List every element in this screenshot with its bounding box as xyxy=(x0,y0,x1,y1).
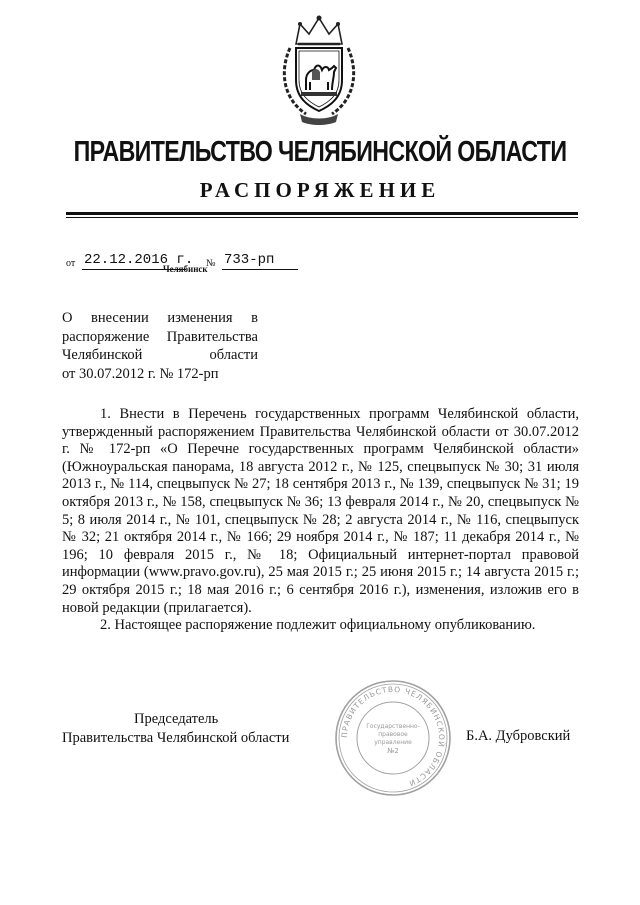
document-body xyxy=(62,406,579,635)
document-type-title: РАСПОРЯЖЕНИЕ xyxy=(199,178,441,202)
round-seal-stamp-icon xyxy=(333,678,453,798)
signatory-title-line1: Председатель xyxy=(134,711,219,727)
seal-ring-text: ПРАВИТЕЛЬСТВО ЧЕЛЯБИНСКОЙ ОБЛАСТИ xyxy=(339,684,447,789)
document-number: 733-рп xyxy=(222,252,298,270)
document-date: 22.12.2016 г. xyxy=(84,252,194,268)
subject-line: Челябинской области xyxy=(62,347,258,363)
document-city: Челябинск xyxy=(163,264,208,274)
document-subject xyxy=(62,309,258,383)
government-title: ПРАВИТЕЛЬСТВО ЧЕЛЯБИНСКОЙ ОБЛАСТИ xyxy=(73,136,567,168)
body-paragraph: 1. Внести в Перечень государственных программ Челябинской области, утвержденный распоряжением Правительства Челябинской области от 30.07.2012 г. № 172-рп «О Перечне государственных программ Челябинской области» (Южноуральская панорама, 18 августа 2012 г., № 125, спецвыпуск № 30; 31 июля 2013 г., № 114, спецвыпуск № 27; 18 сентября 2013 г., № 139, спецвыпуск № 31; 19 октября 2013 г., № 158, спецвыпуск № 36; 13 февраля 2014 г., № 20, спецвыпуск № 5; 8 июля 2014 г., № 101, спецвыпуск № 28; 2 августа 2014 г., № 116, спецвыпуск № 32; 21 октября 2014 г., № 166; 29 ноября 2014 г., № 187; 11 декабря 2014 г., № 196; 10 февраля 2015 г., № 18; Официальный интернет-портал правовой информации (www.pravo.gov.ru), 25 мая 2015 г.; 25 июня 2015 г.; 14 августа 2015 г.; 29 октября 2015 г.; 18 мая 2016 г.; 6 сентября 2016 г.), изменения, изложив его в новой редакции (прилагается). xyxy=(62,406,579,616)
coat-of-arms-icon xyxy=(276,10,362,126)
seal-inner-line: управление xyxy=(374,739,412,746)
signatory-title-line2: Правительства Челябинской области xyxy=(62,729,290,746)
date-prefix: от xyxy=(66,258,76,269)
subject-line: распоряжение Правительства xyxy=(62,328,258,345)
header-rule-thin xyxy=(66,217,578,218)
number-prefix: № xyxy=(206,258,216,269)
seal-inner-line: Государственно- xyxy=(366,723,420,730)
body-paragraph: 2. Настоящее распоряжение подлежит официальному опубликованию. xyxy=(100,617,536,634)
header-rule-thick xyxy=(66,212,578,215)
subject-line: О внесении изменения в xyxy=(62,310,258,326)
subject-line: от 30.07.2012 г. № 172-рп xyxy=(62,365,219,382)
signatory-name: Б.А. Дубровский xyxy=(466,728,571,744)
seal-inner-line: №2 xyxy=(387,747,399,755)
seal-inner-line: правовое xyxy=(378,731,408,738)
signatory-title xyxy=(62,710,302,747)
